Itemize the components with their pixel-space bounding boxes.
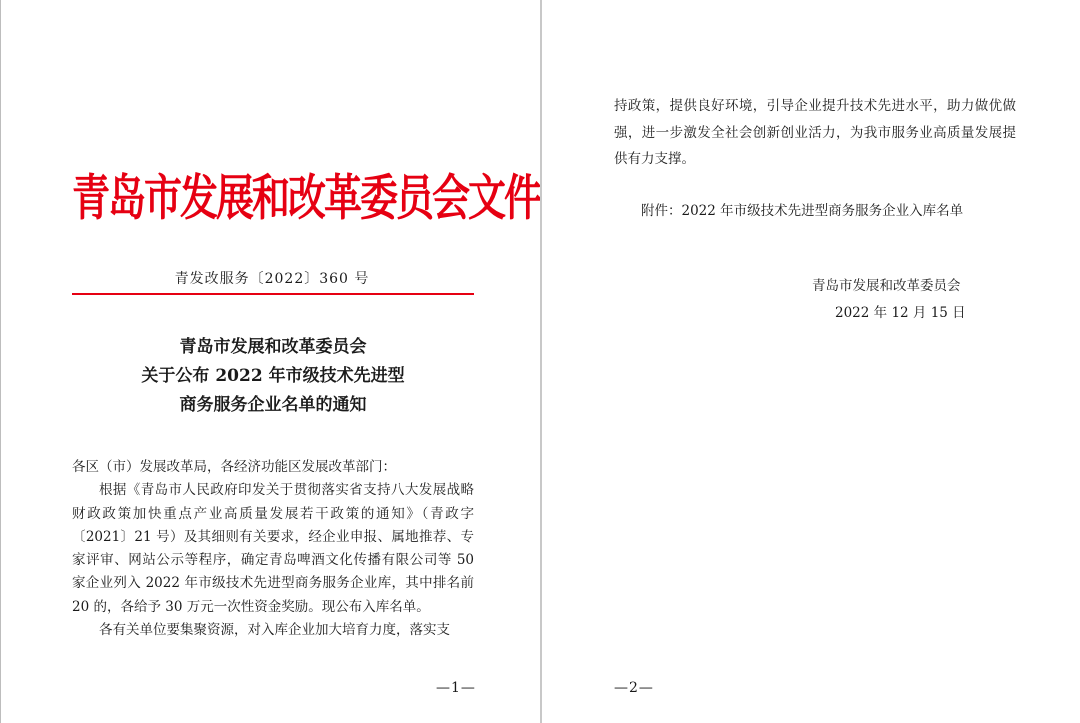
addressee-line: 各区（市）发展改革局，各经济功能区发展改革部门： <box>72 459 396 475</box>
page-edge <box>0 0 1 723</box>
body-paragraph-2-continued: 持政策，提供良好环境，引导企业提升技术先进水平，助力做优做强，进一步激发全社会创新创业活力，为我市服务业高质量发展提供有力支撑。 <box>614 98 1016 167</box>
red-divider-line <box>72 293 474 295</box>
document-number: 青发改服务〔2022〕360 号 <box>174 271 370 287</box>
body-paragraph-1: 根据《青岛市人民政府印发关于贯彻落实省支持八大发展战略财政政策加快重点产业高质量发展若干政策的通知》（青政字〔2021〕21 号）及其细则有关要求，经企业申报、属地推荐、专家评审、网站公示等程序，确定青岛啤酒文化传播有限公司等 50 家企业列入 2022 年市级技术先进型商务服务企业库，其中排名前 20 的，各给予 30 万元一次性资金奖励。现公布入库名单。 <box>72 482 474 615</box>
title-line-3: 商务服务企业名单的通知 <box>179 395 367 415</box>
attachment-line: 附件：2022 年市级技术先进型商务服务企业入库名单 <box>641 203 964 219</box>
title-line-2: 关于公布 2022 年市级技术先进型 <box>141 366 405 386</box>
signature-block <box>788 273 1028 327</box>
document-page-2 <box>542 0 1080 723</box>
title-line-1: 青岛市发展和改革委员会 <box>179 337 367 357</box>
document-body-page-1 <box>72 456 474 642</box>
signer-organization: 青岛市发展和改革委员会 <box>812 278 961 294</box>
document-title <box>72 333 474 420</box>
signing-date: 2022 年 12 月 15 日 <box>835 305 966 321</box>
document-red-header: 青岛市发展和改革委员会文件 <box>72 169 540 227</box>
page-number-2: —2— <box>614 680 654 696</box>
document-body-page-2 <box>614 93 1016 173</box>
body-paragraph-2-start: 各有关单位要集聚资源，对入库企业加大培育力度，落实支 <box>99 622 450 639</box>
page-number-1: —1— <box>436 680 476 696</box>
